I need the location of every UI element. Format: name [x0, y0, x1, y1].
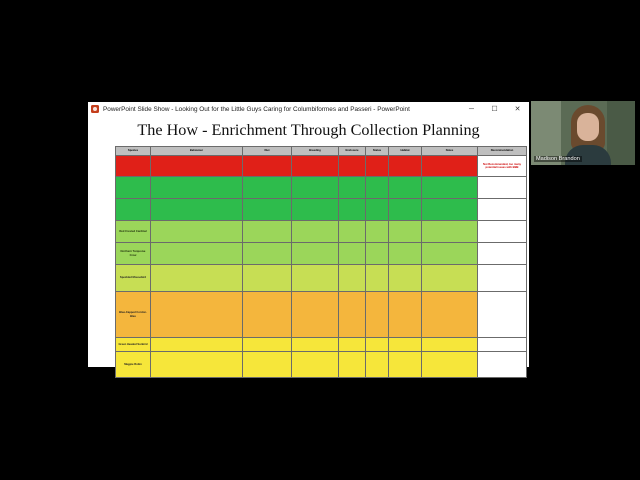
breeding-cell	[292, 338, 339, 352]
diet-cell	[243, 243, 292, 265]
breeding-cell	[292, 199, 339, 221]
minimize-button[interactable]: ─	[469, 105, 474, 113]
table-row	[116, 352, 527, 378]
status-cell	[366, 156, 389, 177]
notes-cell	[422, 265, 478, 292]
diet-cell	[243, 156, 292, 177]
species-cell	[116, 156, 151, 177]
notes-cell	[422, 292, 478, 338]
status-cell	[366, 221, 389, 243]
enclosure-cell	[339, 338, 366, 352]
species-cell: Red Crested Cardinal	[116, 221, 151, 243]
recommendation-cell	[478, 352, 527, 378]
diet-cell	[243, 221, 292, 243]
maximize-button[interactable]: ☐	[491, 106, 498, 113]
enclosure-cell	[339, 352, 366, 378]
species-cell: Green Headed Sunbird	[116, 338, 151, 352]
breeding-cell	[292, 265, 339, 292]
status-cell	[366, 352, 389, 378]
status-cell	[366, 199, 389, 221]
habitat-cell	[389, 338, 422, 352]
header-cell: Recommendation	[478, 147, 527, 156]
recommendation-cell	[478, 265, 527, 292]
diet-cell	[243, 292, 292, 338]
habitat-cell	[389, 243, 422, 265]
recommendation-cell	[478, 338, 527, 352]
window-title: PowerPoint Slide Show - Looking Out for the Little Guys Caring for Columbiformes and Passeri - PowerPoint	[103, 105, 410, 113]
header-cell: Species	[116, 147, 151, 156]
powerpoint-app-icon	[91, 105, 99, 113]
recommendation-cell	[478, 177, 527, 199]
species-cell: Northern Turquoise Crow	[116, 243, 151, 265]
behaviour-cell	[151, 221, 243, 243]
notes-cell	[422, 199, 478, 221]
habitat-cell	[389, 352, 422, 378]
breeding-cell	[292, 156, 339, 177]
species-cell: Speckled Mousebird	[116, 265, 151, 292]
recommendation-cell	[478, 292, 527, 338]
breeding-cell	[292, 221, 339, 243]
header-cell: Enclosure	[339, 147, 366, 156]
table-row	[116, 199, 527, 221]
header-cell: Behaviour	[151, 147, 243, 156]
header-cell: Notes	[422, 147, 478, 156]
status-cell	[366, 243, 389, 265]
species-cell: Magpie Robin	[116, 352, 151, 378]
enclosure-cell	[339, 292, 366, 338]
notes-cell	[422, 177, 478, 199]
close-button[interactable]: ✕	[514, 106, 521, 113]
species-cell	[116, 177, 151, 199]
recommendation-cell: Not Recommended, too many potential issues with BBB	[478, 156, 527, 177]
table-row	[116, 265, 527, 292]
behaviour-cell	[151, 177, 243, 199]
table-header-row	[116, 147, 527, 156]
species-cell	[116, 199, 151, 221]
notes-cell	[422, 243, 478, 265]
breeding-cell	[292, 243, 339, 265]
habitat-cell	[389, 221, 422, 243]
diet-cell	[243, 199, 292, 221]
status-cell	[366, 292, 389, 338]
notes-cell	[422, 352, 478, 378]
enclosure-cell	[339, 199, 366, 221]
behaviour-cell	[151, 265, 243, 292]
habitat-cell	[389, 177, 422, 199]
behaviour-cell	[151, 292, 243, 338]
behaviour-cell	[151, 338, 243, 352]
video-background	[607, 101, 635, 165]
table-row	[116, 177, 527, 199]
diet-cell	[243, 177, 292, 199]
enclosure-cell	[339, 221, 366, 243]
behaviour-cell	[151, 156, 243, 177]
breeding-cell	[292, 352, 339, 378]
habitat-cell	[389, 265, 422, 292]
status-cell	[366, 338, 389, 352]
notes-cell	[422, 156, 478, 177]
recommendation-cell	[478, 221, 527, 243]
enclosure-cell	[339, 156, 366, 177]
habitat-cell	[389, 199, 422, 221]
header-cell: Breeding	[292, 147, 339, 156]
window-titlebar	[88, 102, 529, 116]
status-cell	[366, 177, 389, 199]
species-cell: Blue-Capped Cordon-Bleu	[116, 292, 151, 338]
breeding-cell	[292, 292, 339, 338]
table-row	[116, 292, 527, 338]
presenter-name-label: Madison Brandon	[536, 156, 580, 162]
table-row	[116, 243, 527, 265]
diet-cell	[243, 338, 292, 352]
behaviour-cell	[151, 199, 243, 221]
header-cell: Diet	[243, 147, 292, 156]
enclosure-cell	[339, 265, 366, 292]
presenter-face	[577, 113, 599, 141]
behaviour-cell	[151, 243, 243, 265]
table-row	[116, 221, 527, 243]
recommendation-cell	[478, 243, 527, 265]
habitat-cell	[389, 156, 422, 177]
breeding-cell	[292, 177, 339, 199]
header-cell: Status	[366, 147, 389, 156]
collection-planning-table	[115, 146, 527, 378]
presenter-video-tile[interactable]	[531, 101, 635, 165]
diet-cell	[243, 352, 292, 378]
habitat-cell	[389, 292, 422, 338]
enclosure-cell	[339, 177, 366, 199]
recommendation-cell	[478, 199, 527, 221]
enclosure-cell	[339, 243, 366, 265]
notes-cell	[422, 338, 478, 352]
behaviour-cell	[151, 352, 243, 378]
slide-canvas	[88, 116, 529, 367]
table-row	[116, 156, 527, 177]
status-cell	[366, 265, 389, 292]
powerpoint-window	[88, 102, 529, 367]
slide-title: The How - Enrichment Through Collection Planning	[137, 121, 480, 139]
header-cell: Habitat	[389, 147, 422, 156]
notes-cell	[422, 221, 478, 243]
table-row	[116, 338, 527, 352]
presenter-body	[565, 145, 611, 165]
diet-cell	[243, 265, 292, 292]
